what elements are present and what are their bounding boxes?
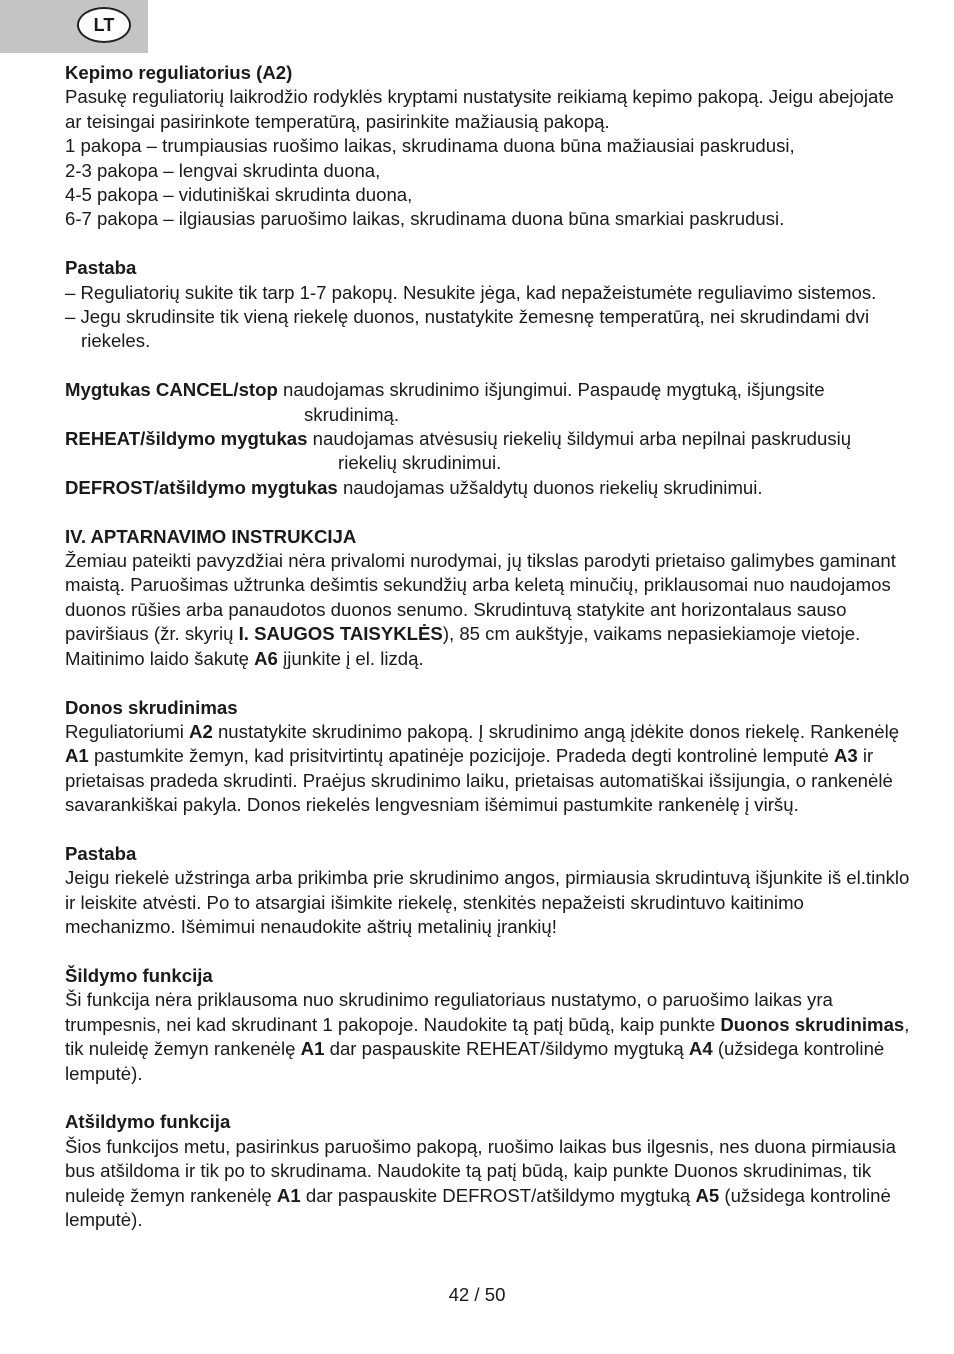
level-line: 2-3 pakopa – lengvai skrudinta duona, xyxy=(65,159,381,181)
note-heading: Pastaba xyxy=(65,257,137,279)
level-line: 6-7 pakopa – ilgiausias paruošimo laikas, skrudinama duona būna smarkiai paskrudusi. xyxy=(65,208,785,230)
language-badge: LT xyxy=(77,7,131,43)
page-number: 42 / 50 xyxy=(448,1284,506,1305)
baking-regulator-intro: Pasukę reguliatorių laikrodžio rodyklės kryptami nustatysite reikiamą kepimo pakopą. Jeigu abejojate ar teisingai pasirinkote temperatūrą, pasirinkite mažiausią pakopą. xyxy=(65,86,894,132)
section-heading-service-instructions: IV. APTARNAVIMO INSTRUKCIJA xyxy=(65,525,357,547)
language-tab xyxy=(0,0,148,53)
note-heading: Pastaba xyxy=(65,842,137,864)
reheat-button-description: REHEAT/šildymo mygtukas naudojamas atvėsusių riekelių šildymui arba nepilnai paskrudusių riekelių skrudinimui. xyxy=(65,428,852,474)
level-line: 4-5 pakopa – vidutiniškai skrudinta duona, xyxy=(65,184,413,206)
section-heading-baking-regulator: Kepimo reguliatorius (A2) xyxy=(65,62,293,83)
heating-function-text: Ši funkcija nėra priklausoma nuo skrudinimo reguliatoriaus nustatymo, o paruošimo laikas yra trumpesnis, nei kad skrudinant 1 pakopoje. Naudokite tą patį būdą, kaip punkte Duonos skrudinimas, tik nuleidę žemyn rankenėlę A1 dar paspauskite REHEAT/šildymo mygtuką A4 (užsidega kontrolinė lemputė). xyxy=(65,989,910,1084)
note-item: – Jegu skrudinsite tik vieną riekelę duonos, nustatykite žemesnę temperatūrą, nei skrudindami dvi riekeles. xyxy=(65,306,870,352)
page-content xyxy=(65,61,910,1232)
defrost-button-description: DEFROST/atšildymo mygtukas naudojamas užšaldytų duonos riekelių skrudinimui. xyxy=(65,476,763,498)
section-heading-toasting: Donos skrudinimas xyxy=(65,696,238,718)
service-instructions-text: Žemiau pateikti pavyzdžiai nėra privalomi nurodymai, jų tikslas parodyti prietaiso galimybes gaminant maistą. Paruošimas užtrunka dešimtis sekundžių arba keletą minučių, priklausomai nuo naudojamos duonos rūšies arba panaudotos duonos senumo. Skrudintuvą statykite ant horizontalaus sauso paviršiaus (žr. skyrių I. SAUGOS TAISYKLĖS), 85 cm aukštyje, vaikams nepasiekiamoje vietoje. Maitinimo laido šakutę A6 įjunkite į el. lizdą. xyxy=(65,550,896,669)
section-heading-heating-function: Šildymo funkcija xyxy=(65,964,213,986)
level-line: 1 pakopa – trumpiausias ruošimo laikas, skrudinama duona būna mažiausiai paskrudusi, xyxy=(65,135,795,157)
section-heading-defrost-function: Atšildymo funkcija xyxy=(65,1111,231,1133)
toasting-text: Reguliatoriumi A2 nustatykite skrudinimo pakopą. Į skrudinimo angą įdėkite donos riekelę. Rankenėlę A1 pastumkite žemyn, kad prisitvirtintų apatinėje pozicijoje. Pradeda degti kontrolinė lemputė A3 ir prietaisas pradeda skrudinti. Praėjus skrudinimo laiku, prietaisas automatiškai išsijungia, o rankenėlė savarankiškai pakyla. Donos riekelės lengvesniam išėmimui pastumkite rankenėlę į viršų. xyxy=(65,720,900,816)
defrost-function-text: Šios funkcijos metu, pasirinkus paruošimo pakopą, ruošimo laikas bus ilgesnis, nes duona pirmiausia bus atšildoma ir tik po to skrudinama. Naudokite tą patį būdą, kaip punkte Duonos skrudinimas, tik nuleidę žemyn rankenėlę A1 dar paspauskite DEFROST/atšildymo mygtuką A5 (užsidega kontrolinė lemputė). xyxy=(65,1135,896,1230)
cancel-button-description: Mygtukas CANCEL/stop naudojamas skrudinimo išjungimui. Paspaudę mygtuką, išjungsite skrudinimą. xyxy=(65,379,825,425)
note-item: – Reguliatorių sukite tik tarp 1-7 pakopų. Nesukite jėga, kad nepažeistumėte reguliavimo sistemos. xyxy=(65,281,877,303)
note-text: Jeigu riekelė užstringa arba prikimba prie skrudinimo angos, pirmiausia skrudintuvą išjunkite iš el.tinklo ir leiskite atvėsti. Po to atsargiai išimkite riekelę, stenkitės nepažeisti skrudintuvo kaitinimo mechanizmo. Išėmimui nenaudokite aštrių metalinių įrankių! xyxy=(65,867,910,938)
